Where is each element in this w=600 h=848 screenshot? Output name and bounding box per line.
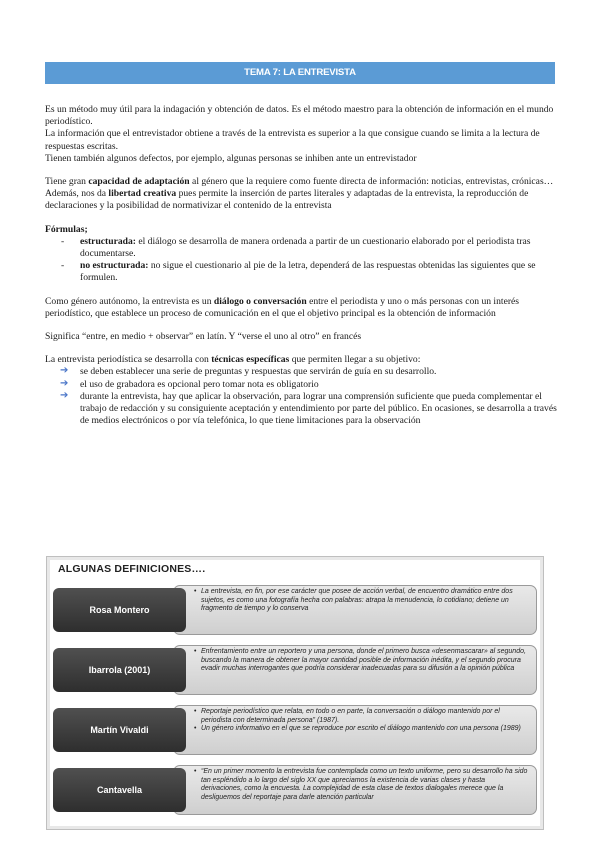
intro-paragraph-3: Tienen también algunos defectos, por ejemplo, algunas personas se inhiben ante un entrevistador xyxy=(45,152,417,164)
bold-term: estructurada: xyxy=(80,235,136,247)
definition-text: • “En un primer momento la entrevista fue contemplada como un texto uniforme, pero su desarrollo ha sido tan espléndido a lo largo del siglo XX que apreciamos la existencia de varias clases y hasta derivaciones, como la encuesta. La complejidad de esta clase de textos dialogales merece que la desliguemos del reportaje para darle atención particular xyxy=(173,765,537,815)
list-item: - no estructurada: no sigue el cuestionario al pie de la letra, dependerá de las respuestas obtenidas las siguientes que se formulen. xyxy=(61,260,536,284)
definition-row xyxy=(53,765,537,815)
author-label: Rosa Montero xyxy=(53,588,186,632)
definition-text: • La entrevista, en fin, por ese carácter que posee de acción verbal, de encuentro dramático entre dos sujetos, es como una fotografía hecha con palabras: atrapa la menudencia, lo cotidiano; detiene un fragmento de tiempo y lo conserva xyxy=(173,585,537,635)
bold-term: libertad creativa xyxy=(108,188,177,200)
author-label: Martín Vivaldi xyxy=(53,708,186,752)
author-label: Ibarrola (2001) xyxy=(53,648,186,692)
page-title: TEMA 7: LA ENTREVISTA xyxy=(45,62,555,84)
definitions-heading: ALGUNAS DEFINICIONES…. xyxy=(58,563,206,575)
arrow-icon: ➔ xyxy=(60,365,69,377)
definition-row xyxy=(53,585,537,635)
intro-paragraph-2: La información que el entrevistador obtiene a través de la entrevista es superior a la que consigue cuando se limita a la lectura de respuestas escritas. xyxy=(45,128,540,152)
autonomous-paragraph: Como género autónomo, la entrevista es un diálogo o conversación entre el periodista y uno o más personas con un interés periodístico, que establece un proceso de comunicación en el que el objetivo principal es la obtención de información xyxy=(45,295,520,319)
definition-row xyxy=(53,645,537,695)
arrow-icon: ➔ xyxy=(60,389,69,401)
bold-term: no estructurada: xyxy=(80,260,149,272)
arrow-icon: ➔ xyxy=(60,377,69,389)
list-item: ➔ el uso de grabadora es opcional pero tomar nota es obligatorio xyxy=(60,377,319,390)
list-item: ➔ se deben establecer una serie de preguntas y respuestas que servirán de guía en su desarrollo. xyxy=(60,365,437,378)
definition-row xyxy=(53,705,537,755)
meaning-paragraph: Significa “entre, en medio + observar” en latín. Y “verse el uno al otro” en francés xyxy=(45,331,362,343)
formulas-heading: Fórmulas; xyxy=(45,223,88,235)
techniques-paragraph: La entrevista periodística se desarrolla con técnicas específicas que permiten llegar a su objetivo: xyxy=(45,354,421,366)
definition-text: • Reportaje periodístico que relata, en todo o en parte, la conversación o diálogo mantenido por el periodista con determinada persona” (1987). • Un género informativo en el que se reproduce por escrito el diálogo mantenido con una persona (1989) xyxy=(173,705,537,755)
bold-term: capacidad de adaptación xyxy=(88,176,190,188)
bold-term: diálogo o conversación xyxy=(213,295,307,307)
formulas-list xyxy=(45,236,560,285)
definitions-figure xyxy=(46,556,544,830)
genre-paragraph: Tiene gran capacidad de adaptación al género que la requiere como fuente directa de información: noticias, entrevistas, crónicas… Además, nos da libertad creativa pues permite la inserción de partes literales y adaptadas de la entrevista, la reproducción de declaraciones y la posibilidad de normativizar el contenido de la entrevista xyxy=(45,176,554,212)
list-item: - estructurada: el diálogo se desarrolla de manera ordenada a partir de un cuestionario elaborado por el periodista tras documentarse. xyxy=(61,235,531,260)
techniques-list xyxy=(45,366,560,427)
list-item: ➔ durante la entrevista, hay que aplicar la observación, para lograr una comprensión suficiente que pueda complementar el trabajo de redacción y su consiguiente aceptación y entendimiento por parte del público. En ocasiones, se desarrolla a través de medios electrónicos o por vía telefónica, lo que tiene limitaciones para la observación xyxy=(60,389,557,427)
bold-term: técnicas específicas xyxy=(211,354,290,366)
document-body xyxy=(45,104,560,427)
author-label: Cantavella xyxy=(53,768,186,812)
intro-paragraph-1: Es un método muy útil para la indagación y obtención de datos. Es el método maestro para la obtención de información en el mundo periodístico. xyxy=(45,104,554,128)
definition-text: • Enfrentamiento entre un reportero y una persona, donde el primero busca «desenmascarar» al segundo, buscando la manera de obtener la mayor cantidad posible de información inédita, y el segundo procura evadir muchas interrogantes que podría considerar inadecuadas para su difusión a la opinión pública xyxy=(173,645,537,695)
